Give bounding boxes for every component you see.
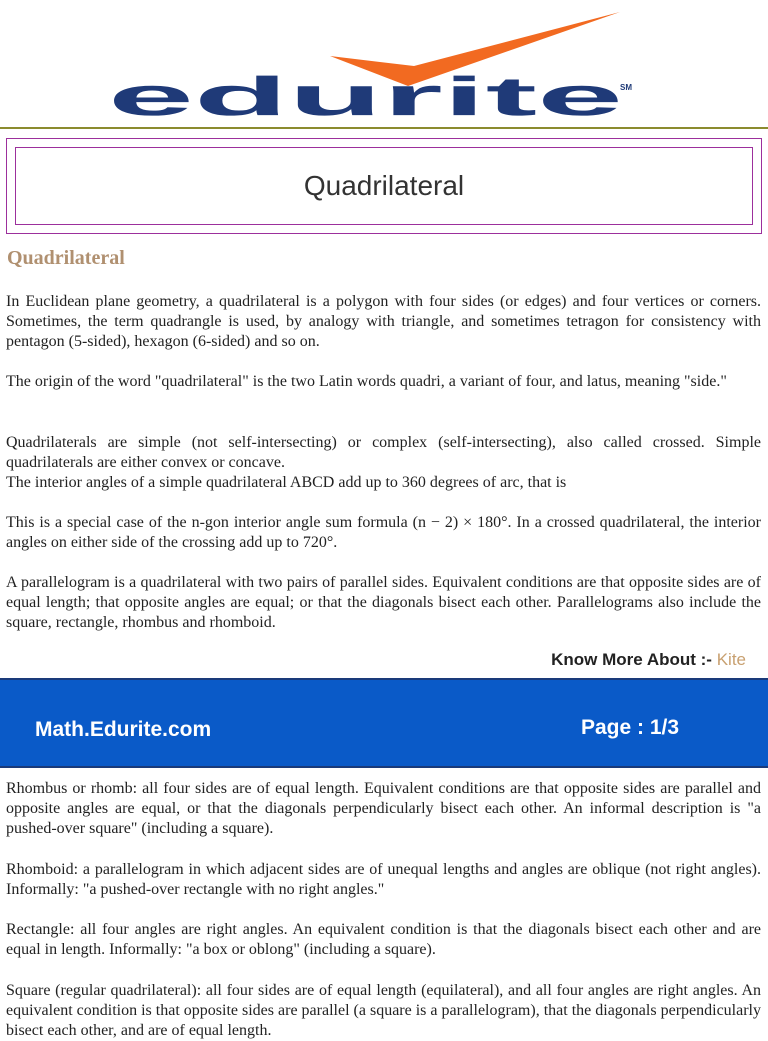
paragraph-rhomboid bbox=[6, 860, 761, 900]
paragraph-square bbox=[6, 981, 761, 1041]
know-more-label: Know More About :- bbox=[551, 650, 712, 669]
paragraph-origin bbox=[6, 372, 761, 392]
title-frame bbox=[6, 138, 762, 234]
paragraph-text: The origin of the word "quadrilateral" is the two Latin words quadri, a variant of four, and latus, meaning "side." bbox=[6, 373, 727, 390]
footer-site-link[interactable]: Math.Edurite.com bbox=[35, 718, 212, 741]
paragraph-text: A parallelogram is a quadrilateral with two pairs of parallel sides. Equivalent conditions are that opposite sides are of equal length; that opposite angles are equal; or that the diagonals bisect each other. Parallelograms also include the square, rectangle, rhombus and rhomboid. bbox=[6, 574, 761, 631]
footer-bar bbox=[0, 678, 768, 768]
paragraph-text: Rhomboid: a parallelogram in which adjacent sides are of unequal lengths and angles are oblique (not right angles). Informally: "a pushed-over rectangle with no right angles." bbox=[6, 861, 761, 898]
paragraph-definition bbox=[6, 292, 761, 352]
footer-page-indicator: Page : 1/3 bbox=[581, 716, 680, 739]
know-more bbox=[551, 650, 746, 670]
edurite-logo bbox=[108, 6, 646, 122]
paragraph-parallelogram bbox=[6, 573, 761, 633]
paragraph-text: Quadrilaterals are simple (not self-intersecting) or complex (self-intersecting), also called crossed. Simple quadrilaterals are either convex or concave. bbox=[6, 434, 761, 471]
paragraph-text: Square (regular quadrilateral): all four sides are of equal length (equilateral), and all four angles are right angles. An equivalent condition is that opposite sides are parallel (a square is a parallelogram), that the diagonals perpendicularly bisect each other, and are of equal length. bbox=[6, 982, 761, 1039]
section-heading: Quadrilateral bbox=[7, 247, 125, 269]
logo-servicemark: SM bbox=[620, 83, 632, 92]
paragraph-rhombus bbox=[6, 779, 761, 839]
paragraph-text: Rhombus or rhomb: all four sides are of equal length. Equivalent conditions are that opposite sides are parallel and opposite angles are equal, or that the diagonals perpendicularly bisect each other. An informal description is "a pushed-over square" (including a square). bbox=[6, 780, 761, 837]
paragraph-simple-complex bbox=[6, 433, 761, 493]
know-more-link-kite[interactable]: Kite bbox=[716, 650, 746, 669]
title-box bbox=[15, 147, 753, 225]
paragraph-text: The interior angles of a simple quadrilateral ABCD add up to 360 degrees of arc, that is bbox=[6, 474, 567, 491]
header-divider bbox=[0, 127, 768, 129]
paragraph-ngon bbox=[6, 513, 761, 553]
logo-graphic bbox=[108, 6, 646, 122]
paragraph-text: Rectangle: all four angles are right angles. An equivalent condition is that the diagonals bisect each other and are equal in length. Informally: "a box or oblong" (including a square). bbox=[6, 921, 761, 958]
paragraph-text: In Euclidean plane geometry, a quadrilateral is a polygon with four sides (or edges) and four vertices or corners. Sometimes, the term quadrangle is used, by analogy with triangle, and sometimes tetragon for consistency with pentagon (5-sided), hexagon (6-sided) and so on. bbox=[6, 293, 761, 350]
paragraph-text: This is a special case of the n-gon interior angle sum formula (n − 2) × 180°. In a crossed quadrilateral, the interior angles on either side of the crossing add up to 720°. bbox=[6, 514, 761, 551]
paragraph-rectangle bbox=[6, 920, 761, 960]
page-title: Quadrilateral bbox=[303, 170, 465, 201]
logo-wordmark: edurite bbox=[108, 65, 623, 122]
